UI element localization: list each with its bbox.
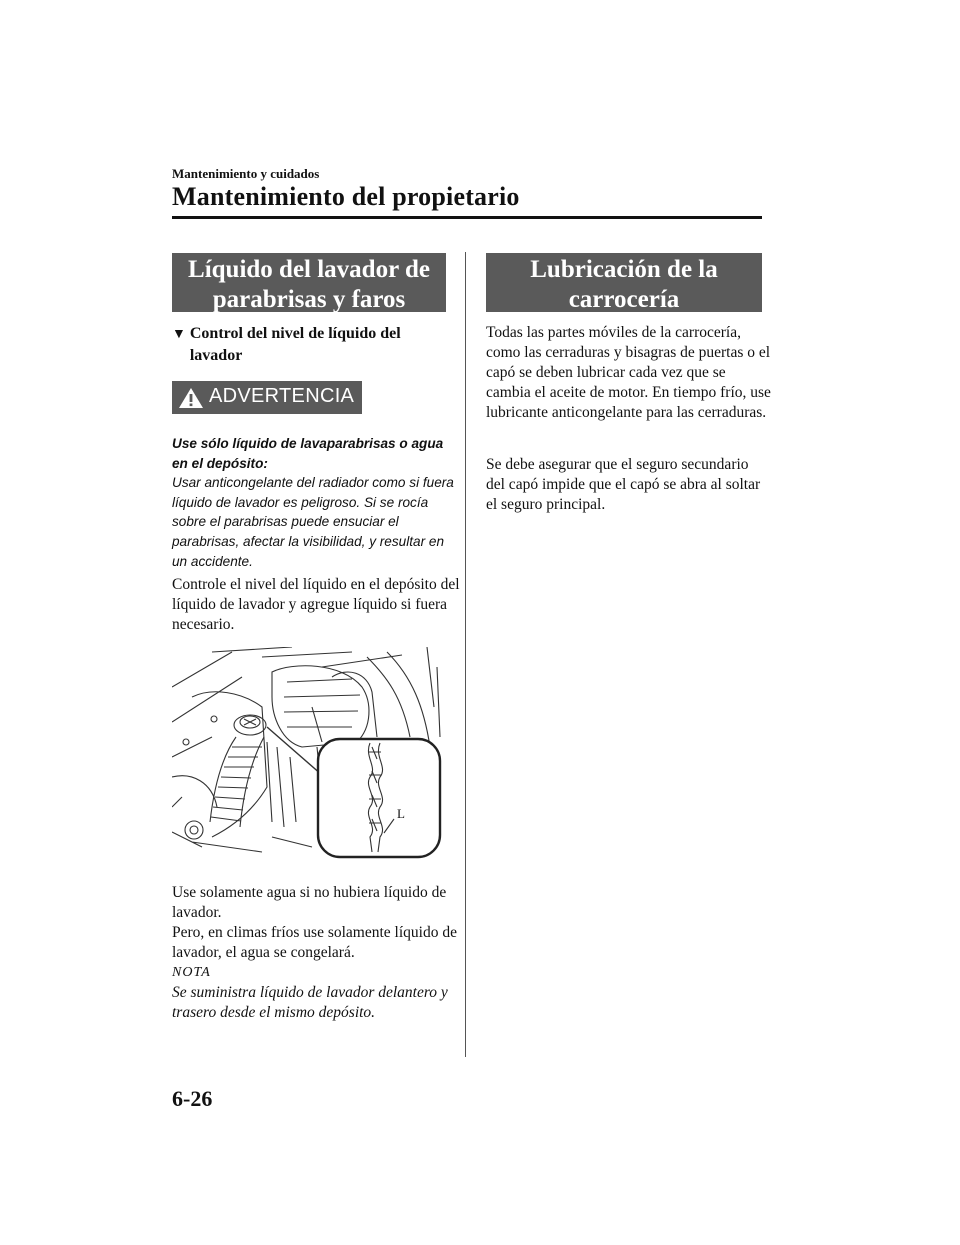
section-title-line2: carrocería	[568, 286, 680, 313]
title-rule	[172, 216, 762, 219]
section-title-line2: parabrisas y faros	[212, 286, 406, 313]
washer-reservoir-figure	[172, 647, 442, 859]
column-divider	[465, 252, 466, 1057]
figure-label-l: L	[397, 806, 405, 821]
nota-text: Se suministra líquido de lavador delantero y trasero desde el mismo depósito.	[172, 984, 448, 1021]
section-title-washer-fluid	[172, 253, 446, 312]
warning-icon	[178, 387, 204, 409]
section-title-line1: Líquido del lavador de	[188, 256, 430, 283]
page-number: 6-26	[172, 1086, 213, 1111]
subheading-fluid-level	[172, 323, 452, 367]
paragraph-water-line2: Pero, en climas fríos use solamente líquido de lavador, el agua se congelará.	[172, 924, 457, 961]
engine-bay-illustration	[172, 647, 442, 859]
paragraph-hood-latch: Se debe asegurar que el seguro secundario del capó impide que el capó se abra al soltar el seguro principal.	[486, 456, 761, 513]
section-title-body-lubrication	[486, 253, 762, 312]
paragraph-water-line1: Use solamente agua si no hubiera líquido de lavador.	[172, 884, 447, 921]
warning-banner	[172, 381, 362, 414]
breadcrumb: Mantenimiento y cuidados	[172, 166, 320, 181]
page-title: Mantenimiento del propietario	[172, 182, 520, 211]
triangle-down-icon: ▼	[172, 327, 186, 342]
warning-body-text: Usar anticongelante del radiador como si fuera líquido de lavador es peligroso. Si se rocía sobre el parabrisas puede ensuciar el parabrisas, afectar la visibilidad, y resultar en un accidente.	[172, 475, 454, 569]
section-title-line1: Lubricación de la	[530, 256, 718, 283]
paragraph-check-level: Controle el nivel del líquido en el depósito del líquido de lavador y agregue líquido si fuera necesario.	[172, 576, 460, 633]
nota-label: NOTA	[172, 965, 211, 980]
warning-bold-text: Use sólo líquido de lavaparabrisas o agua en el depósito:	[172, 436, 444, 471]
warning-label: ADVERTENCIA	[209, 385, 355, 407]
paragraph-water-use	[172, 883, 462, 963]
warning-text	[172, 434, 457, 571]
subheading-text: Control del nivel de líquido del lavador	[189, 325, 401, 364]
paragraph-lubrication: Todas las partes móviles de la carrocería, como las cerraduras y bisagras de puertas o el capó se deben lubricar cada vez que se cambia el aceite de motor. En tiempo frío, use lubricante anticongelante para las cerraduras.	[486, 324, 771, 421]
